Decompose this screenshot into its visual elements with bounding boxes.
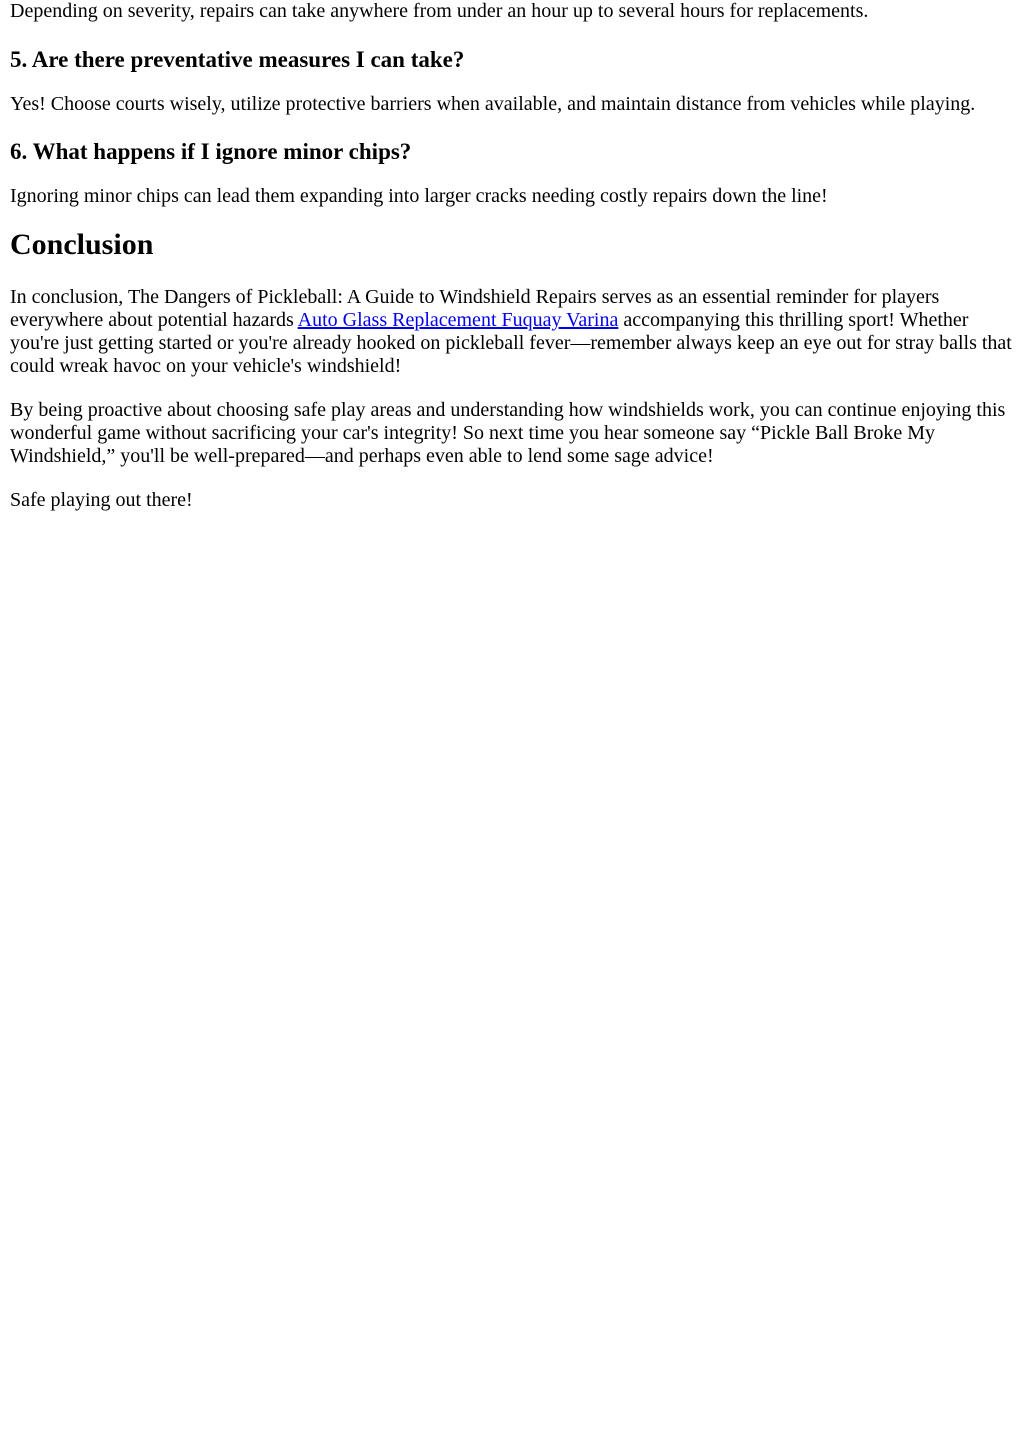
faq-question-6: 6. What happens if I ignore minor chips? [10, 139, 412, 164]
auto-glass-replacement-link[interactable]: Auto Glass Replacement Fuquay Varina [297, 309, 619, 331]
conclusion-text-before-link: In conclusion, The Dangers of Pickleball: A Guide to Windshield Repairs serves as an essential reminder for players everywhere about potential hazards [10, 286, 940, 331]
faq-answer-5: Yes! Choose courts wisely, utilize protective barriers when available, and maintain distance from vehicles while playing. [10, 93, 976, 115]
conclusion-heading: Conclusion [10, 228, 154, 261]
faq-question-5: 5. Are there preventative measures I can take? [10, 47, 465, 72]
conclusion-text-after-link: accompanying this thrilling sport! Whether you're just getting started or you're already hooked on pickleball fever—remember always keep an eye out for stray balls that could wreak havoc on your vehicle's windshield! [10, 309, 1012, 377]
article-page [0, 0, 1024, 512]
conclusion-paragraph-1 [10, 286, 1014, 378]
conclusion-paragraph-2: By being proactive about choosing safe play areas and understanding how windshields work, you can continue enjoying this wonderful game without sacrificing your car's integrity! So next time you hear someone say “Pickle Ball Broke My Windshield,” you'll be well-prepared—and perhaps even able to lend some sage advice! [10, 399, 1006, 467]
conclusion-paragraph-3: Safe playing out there! [10, 489, 193, 511]
faq-answer-6: Ignoring minor chips can lead them expanding into larger cracks needing costly repairs down the line! [10, 185, 828, 207]
intro-paragraph: Depending on severity, repairs can take anywhere from under an hour up to several hours for replacements. [10, 0, 869, 22]
